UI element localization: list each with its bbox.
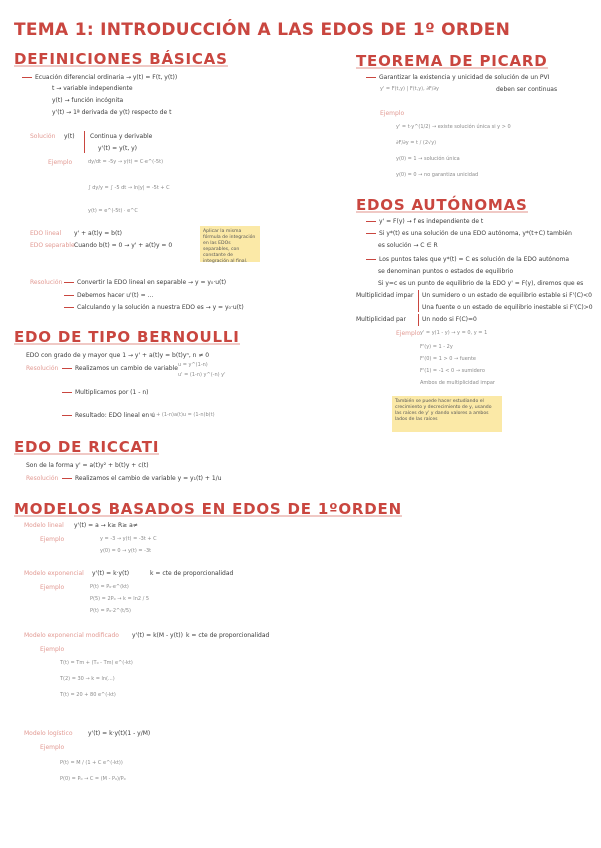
bernoulli-res-1: Realizamos un cambio de variable bbox=[62, 365, 178, 373]
riccati-res-1: Realizamos el cambio de variable y = y₁(t) + 1/u bbox=[62, 475, 222, 483]
picard-line-1: Garantizar la existencia y unicidad de solución de un PVI bbox=[366, 74, 549, 82]
picard-cond: y' = F(t,y) | F(t,y), ∂F/∂y bbox=[380, 86, 440, 92]
modelo-lineal-label: Modelo lineal bbox=[24, 522, 64, 529]
aut-line-4: Los puntos tales que y*(t) = C es solución de la EDO autónoma bbox=[366, 256, 569, 264]
modelo-log-work-2: P(0) = P₀ → C = (M - P₀)/P₀ bbox=[60, 776, 126, 782]
solucion-cond-1: Continua y derivable bbox=[90, 133, 153, 140]
divider-impar bbox=[418, 290, 419, 312]
separable-eq: Cuando b(t) = 0 → y' + a(t)y = 0 bbox=[74, 242, 173, 249]
modelo-exp-ejemplo: Ejemplo bbox=[40, 584, 65, 591]
modelo-lineal-eq: y'(t) = a → k≥ R≥ a≠ bbox=[74, 522, 138, 529]
solucion-label: Solución bbox=[30, 133, 56, 140]
res-line-1: Convertir la EDO lineal en separable → y = y₀·u(t) bbox=[64, 279, 226, 287]
aut-work-2: F'(y) = 1 - 2y bbox=[420, 344, 453, 350]
modelo-exp-k: k = cte de proporcionalidad bbox=[150, 570, 234, 577]
modelo-expmod-k: k = cte de proporcionalidad bbox=[186, 632, 270, 639]
bernoulli-change-2: u' = (1-n) y^(-n) y' bbox=[178, 372, 226, 378]
bernoulli-res-2: Multiplicamos por (1 - n) bbox=[62, 389, 148, 397]
ejemplo-work: dy/dt = -5y → y(t) = C·e^(-5t) bbox=[88, 159, 164, 165]
modelo-lineal-work: y = -3 → y(t) = -3t + C bbox=[100, 536, 157, 542]
aut-work-3: F'(0) = 1 > 0 → fuente bbox=[420, 356, 477, 362]
modelo-exp-eq: y'(t) = k·y(t) bbox=[92, 570, 130, 577]
modelo-lineal-ejemplo: Ejemplo bbox=[40, 536, 65, 543]
lineal-label: EDO lineal bbox=[30, 230, 62, 237]
mult-impar-2: Una fuente o un estado de equilibrio inestable si F'(C)>0 bbox=[422, 304, 593, 311]
aut-line-5: se denominan puntos o estados de equilibrio bbox=[378, 268, 514, 275]
aut-line-3: es solución → C ∈ R bbox=[378, 242, 438, 249]
aut-line-6: Si y=c es un punto de equilibrio de la EDO y' = F(y), diremos que es bbox=[378, 280, 584, 287]
modelo-log-eq: y'(t) = k·y(t)(1 - y/M) bbox=[88, 730, 151, 737]
modelo-exp-work-3: P(t) = P₀·2^(t/5) bbox=[90, 608, 131, 614]
modelo-expmod-ejemplo: Ejemplo bbox=[40, 646, 65, 653]
solucion-y: y(t) bbox=[64, 133, 75, 140]
modelo-exp-work: P(t) = P₀·e^(kt) bbox=[90, 584, 129, 590]
aut-work: y' = y(1 - y) → y = 0, y = 1 bbox=[420, 330, 488, 336]
picard-work-3: y(0) = 1 → solución única bbox=[396, 156, 460, 162]
note-autonomas: También se puede hacer estudiando el crecimiento y decrecimiento de y, usando las raíces de y' y dando valores a ambos lados de las raíces bbox=[392, 396, 502, 432]
aut-ejemplo: Ejemplo bbox=[396, 330, 421, 337]
ejemplo-work-2: ∫ dy/y = ∫ -5 dt → ln|y| = -5t + C bbox=[88, 185, 170, 191]
bernoulli-res-3: Resultado: EDO lineal en u bbox=[62, 412, 155, 420]
picard-work-2: ∂F/∂y = t / (2√y) bbox=[396, 140, 437, 146]
resolucion-label: Resolución bbox=[30, 279, 63, 286]
bernoulli-resolucion-label: Resolución bbox=[26, 365, 59, 372]
bernoulli-change: u = y^(1-n) bbox=[178, 362, 208, 368]
divider-par bbox=[418, 314, 419, 326]
mult-impar-1: Un sumidero o un estado de equilibrio estable si F'(C)<0 bbox=[422, 292, 592, 299]
modelo-expmod-label: Modelo exponencial modificado bbox=[24, 632, 119, 639]
def-line-4: y'(t) → 1ª derivada de y(t) respecto de t bbox=[52, 109, 172, 116]
heading-definiciones: DEFINICIONES BÁSICAS bbox=[14, 50, 228, 68]
aut-line-2: Si y*(t) es una solución de una EDO autónoma, y*(t+C) también bbox=[366, 230, 572, 238]
ejemplo-label: Ejemplo bbox=[48, 159, 73, 166]
def-line-2: t → variable independiente bbox=[52, 85, 133, 92]
res-line-2: Debemos hacer u'(t) = ... bbox=[64, 292, 153, 300]
heading-bernoulli: EDO DE TIPO BERNOULLI bbox=[14, 328, 240, 346]
def-line-1: Ecuación diferencial ordinaria → y(t) = F(t, y(t)) bbox=[22, 74, 177, 82]
lineal-eq: y' + a(t)y = b(t) bbox=[74, 230, 122, 237]
def-line-3: y(t) → función incógnita bbox=[52, 97, 124, 104]
picard-ejemplo: Ejemplo bbox=[380, 110, 405, 117]
heading-picard: TEOREMA DE PICARD bbox=[356, 52, 548, 70]
picard-work-4: y(0) = 0 → no garantiza unicidad bbox=[396, 172, 479, 178]
mult-impar-label: Multiplicidad impar bbox=[356, 292, 414, 299]
page-title: TEMA 1: INTRODUCCIÓN A LAS EDOS DE 1º ORDEN bbox=[14, 20, 511, 40]
mult-par-label: Multiplicidad par bbox=[356, 316, 406, 323]
modelo-log-ejemplo: Ejemplo bbox=[40, 744, 65, 751]
aut-work-5: Ambos de multiplicidad impar bbox=[420, 380, 495, 386]
bernoulli-intro: EDO con grado de y mayor que 1 → y' + a(t)y = b(t)yⁿ, n ≠ 0 bbox=[26, 352, 210, 359]
modelo-expmod-work: T(t) = Tm + (T₀ - Tm) e^(-kt) bbox=[60, 660, 133, 666]
modelo-expmod-work-3: T(t) = 20 + 80 e^(-kt) bbox=[60, 692, 116, 698]
ejemplo-work-3: y(t) = e^(-5t) · e^C bbox=[88, 208, 138, 214]
note-separable: Aplicar la misma fórmula de integración en las EDOs separables, con constante de integración al final. bbox=[200, 226, 260, 262]
modelo-lineal-work-2: y(0) = 0 → y(t) = -3t bbox=[100, 548, 152, 554]
heading-autonomas: EDOS AUTÓNOMAS bbox=[356, 196, 528, 214]
modelo-log-work: P(t) = M / (1 + C e^(-kt)) bbox=[60, 760, 123, 766]
separable-label: EDO separable bbox=[30, 242, 75, 249]
solucion-cond-2: y'(t) = y(t, y) bbox=[98, 145, 138, 152]
modelo-exp-label: Modelo exponencial bbox=[24, 570, 84, 577]
aut-line-1: y' = F(y) → f es independiente de t bbox=[366, 218, 483, 226]
modelo-expmod-work-2: T(2) = 30 → k = ln(...) bbox=[60, 676, 115, 682]
riccati-resolucion-label: Resolución bbox=[26, 475, 59, 482]
modelo-exp-work-2: P(5) = 2P₀ → k = ln2 / 5 bbox=[90, 596, 150, 602]
picard-line-2: deben ser continuas bbox=[496, 86, 558, 93]
res-line-3: Calculando y la solución a nuestra EDO es → y = y₀·u(t) bbox=[64, 304, 244, 312]
bernoulli-work: u' + (1-n)a(t)u = (1-n)b(t) bbox=[150, 412, 215, 418]
divider bbox=[84, 131, 85, 153]
riccati-intro: Son de la forma y' = a(t)y² + b(t)y + c(t) bbox=[26, 462, 149, 469]
mult-par-1: Un nodo si F(C)=0 bbox=[422, 316, 477, 323]
modelo-expmod-eq: y'(t) = k(M - y(t)) bbox=[132, 632, 183, 639]
heading-modelos: MODELOS BASADOS EN EDOS DE 1ºORDEN bbox=[14, 500, 402, 518]
aut-work-4: F'(1) = -1 < 0 → sumidero bbox=[420, 368, 485, 374]
picard-work: y' = t·y^(1/2) → existe solución única si y > 0 bbox=[396, 124, 511, 130]
modelo-log-label: Modelo logístico bbox=[24, 730, 73, 737]
heading-riccati: EDO DE RICCATI bbox=[14, 438, 160, 456]
